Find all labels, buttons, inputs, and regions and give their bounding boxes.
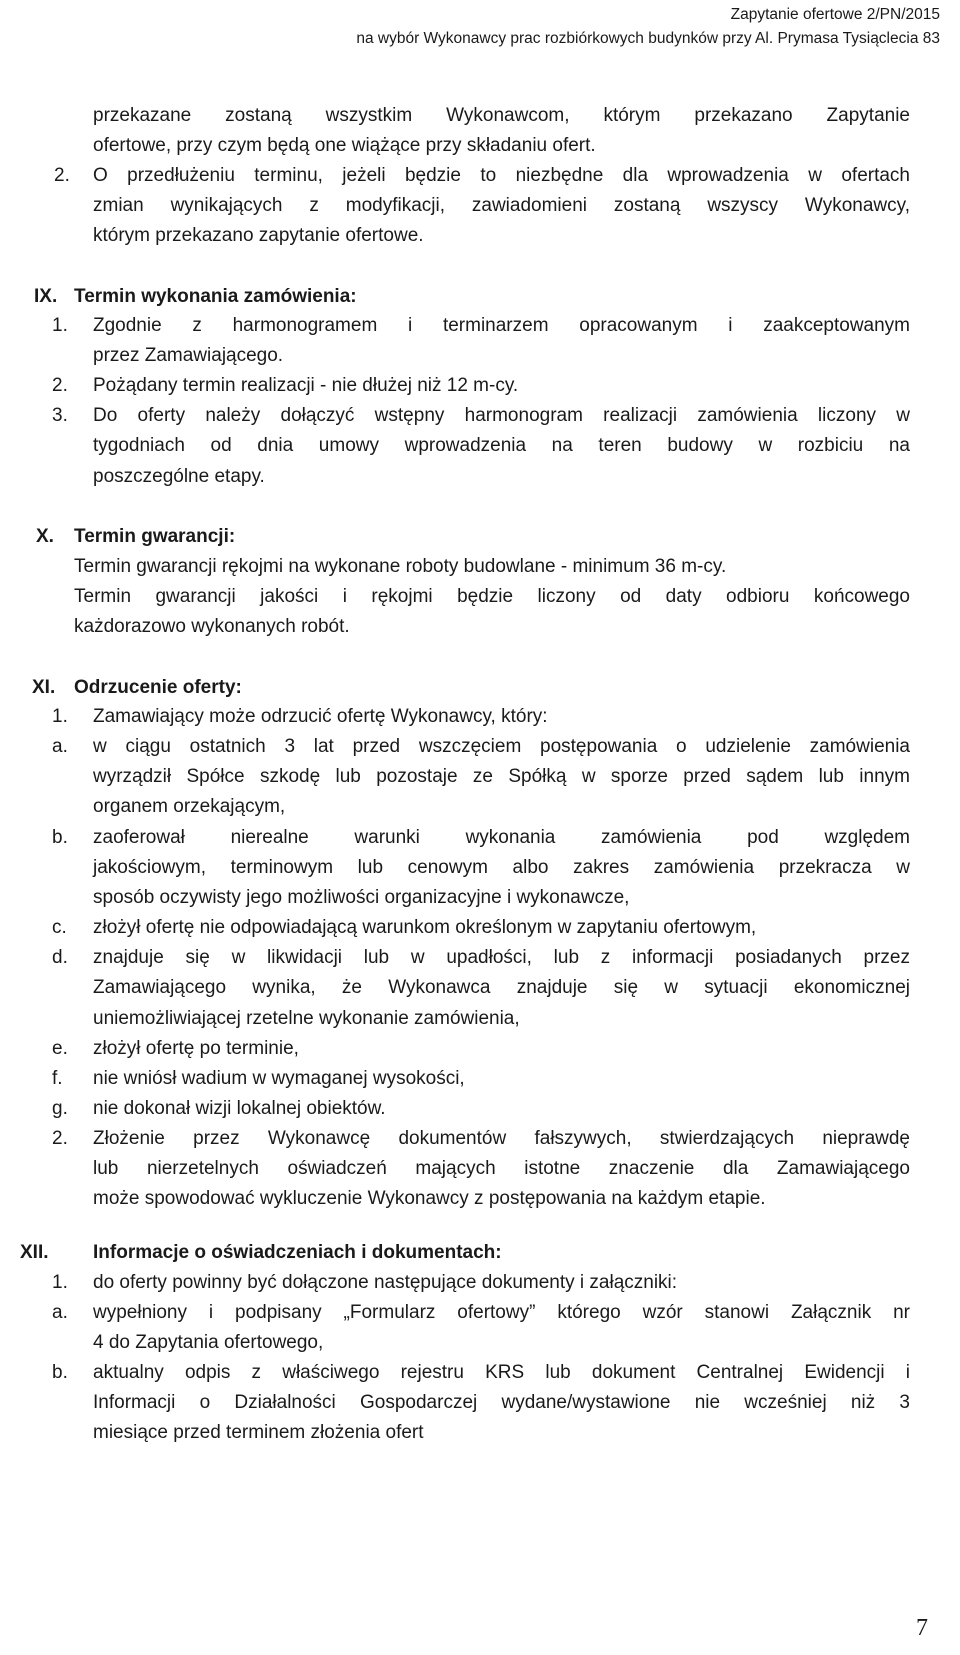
list-item-line: złożył ofertę po terminie, [93,1038,299,1059]
list-number: 3. [52,405,68,426]
list-item-line: Złożenie przez Wykonawcę dokumentów fałszywych, stwierdzających nieprawdę [93,1128,910,1149]
list-item-line: znajduje się w likwidacji lub w upadłości, lub z informacji posiadanych przez [93,947,910,968]
list-number: 1. [52,1272,68,1293]
list-item-line: Zamawiający może odrzucić ofertę Wykonawcy, który: [93,706,548,727]
list-item-line: w ciągu ostatnich 3 lat przed wszczęciem postępowania o udzielenie zamówienia [93,736,910,757]
list-item-line: Zgodnie z harmonogramem i terminarzem opracowanym i zaakceptowanym [93,315,910,336]
section-title: Odrzucenie oferty: [74,677,242,698]
paragraph-line: zmian wynikających z modyfikacji, zawiadomieni zostaną wszyscy Wykonawcy, [93,195,910,216]
list-item-line: nie dokonał wizji lokalnej obiektów. [93,1098,386,1119]
list-item-line: wyrządził Spółce szkodę lub pozostaje ze Spółką w sporze przed sądem lub innym [93,766,910,787]
list-item-line: może spowodować wykluczenie Wykonawcy z postępowania na każdym etapie. [93,1188,766,1209]
list-letter: c. [52,917,67,938]
list-letter: e. [52,1038,68,1059]
list-number: 2. [52,1128,68,1149]
paragraph-line: Termin gwarancji jakości i rękojmi będzie liczony od daty odbioru końcowego [74,586,910,607]
list-letter: g. [52,1098,68,1119]
list-item-line: Do oferty należy dołączyć wstępny harmonogram realizacji zamówienia liczony w [93,405,910,426]
list-item-line: złożył ofertę nie odpowiadającą warunkom określonym w zapytaniu ofertowym, [93,917,757,938]
list-item-line: zaoferował nierealne warunki wykonania zamówienia pod względem [93,827,910,848]
list-item-line: Pożądany termin realizacji - nie dłużej niż 12 m-cy. [93,375,519,396]
paragraph-line: przekazane zostaną wszystkim Wykonawcom, którym przekazano Zapytanie [93,105,910,126]
list-item-line: jakościowym, terminowym lub cenowym albo zakres zamówienia przekracza w [93,857,910,878]
list-item-line: lub nierzetelnych oświadczeń mających istotne znaczenie dla Zamawiającego [93,1158,910,1179]
list-item-line: wypełniony i podpisany „Formularz ofertowy” którego wzór stanowi Załącznik nr [93,1302,910,1323]
section-number: X. [36,526,54,547]
page-number: 7 [916,1615,928,1641]
list-item-line: uniemożliwiającej rzetelne wykonanie zamówienia, [93,1008,520,1029]
section-number: XII. [20,1242,49,1263]
list-item-line: 4 do Zapytania ofertowego, [93,1332,324,1353]
list-item-line: Zamawiającego wynika, że Wykonawca znajduje się w sytuacji ekonomicznej [93,977,910,998]
list-item-line: Informacji o Działalności Gospodarczej wydane/wystawione nie wcześniej niż 3 [93,1392,910,1413]
paragraph-line: każdorazowo wykonanych robót. [74,616,350,637]
header-doc-subject: na wybór Wykonawcy prac rozbiórkowych budynków przy Al. Prymasa Tysiąclecia 83 [356,30,940,47]
section-number: IX. [34,286,58,307]
list-item-line: poszczególne etapy. [93,466,265,487]
list-item-line: tygodniach od dnia umowy wprowadzenia na teren budowy w rozbiciu na [93,435,910,456]
list-item-line: aktualny odpis z właściwego rejestru KRS lub dokument Centralnej Ewidencji i [93,1362,910,1383]
list-letter: b. [52,827,68,848]
list-letter: a. [52,1302,68,1323]
paragraph-line: ofertowe, przy czym będą one wiążące przy składaniu ofert. [93,135,596,156]
list-letter: b. [52,1362,68,1383]
list-item-line: do oferty powinny być dołączone następujące dokumenty i załączniki: [93,1272,678,1293]
section-number: XI. [32,677,56,698]
section-title: Termin gwarancji: [74,526,236,547]
list-number: 2. [52,375,68,396]
list-number: 1. [52,315,68,336]
section-title: Termin wykonania zamówienia: [74,286,357,307]
list-item-line: nie wniósł wadium w wymaganej wysokości, [93,1068,465,1089]
list-item-line: przez Zamawiającego. [93,345,284,366]
paragraph-line: Termin gwarancji rękojmi na wykonane roboty budowlane - minimum 36 m-cy. [74,556,727,577]
list-letter: d. [52,947,68,968]
list-letter: f. [52,1068,63,1089]
header-doc-number: Zapytanie ofertowe 2/PN/2015 [730,6,940,23]
list-item-line: sposób oczywisty jego możliwości organizacyjne i wykonawcze, [93,887,630,908]
paragraph-line: którym przekazano zapytanie ofertowe. [93,225,424,246]
list-number: 2. [54,165,70,186]
list-item-line: organem orzekającym, [93,796,286,817]
list-letter: a. [52,736,68,757]
section-title: Informacje o oświadczeniach i dokumentach: [93,1242,502,1263]
list-item-line: miesiące przed terminem złożenia ofert [93,1422,424,1443]
paragraph-line: O przedłużeniu terminu, jeżeli będzie to niezbędne dla wprowadzenia w ofertach [93,165,910,186]
list-number: 1. [52,706,68,727]
